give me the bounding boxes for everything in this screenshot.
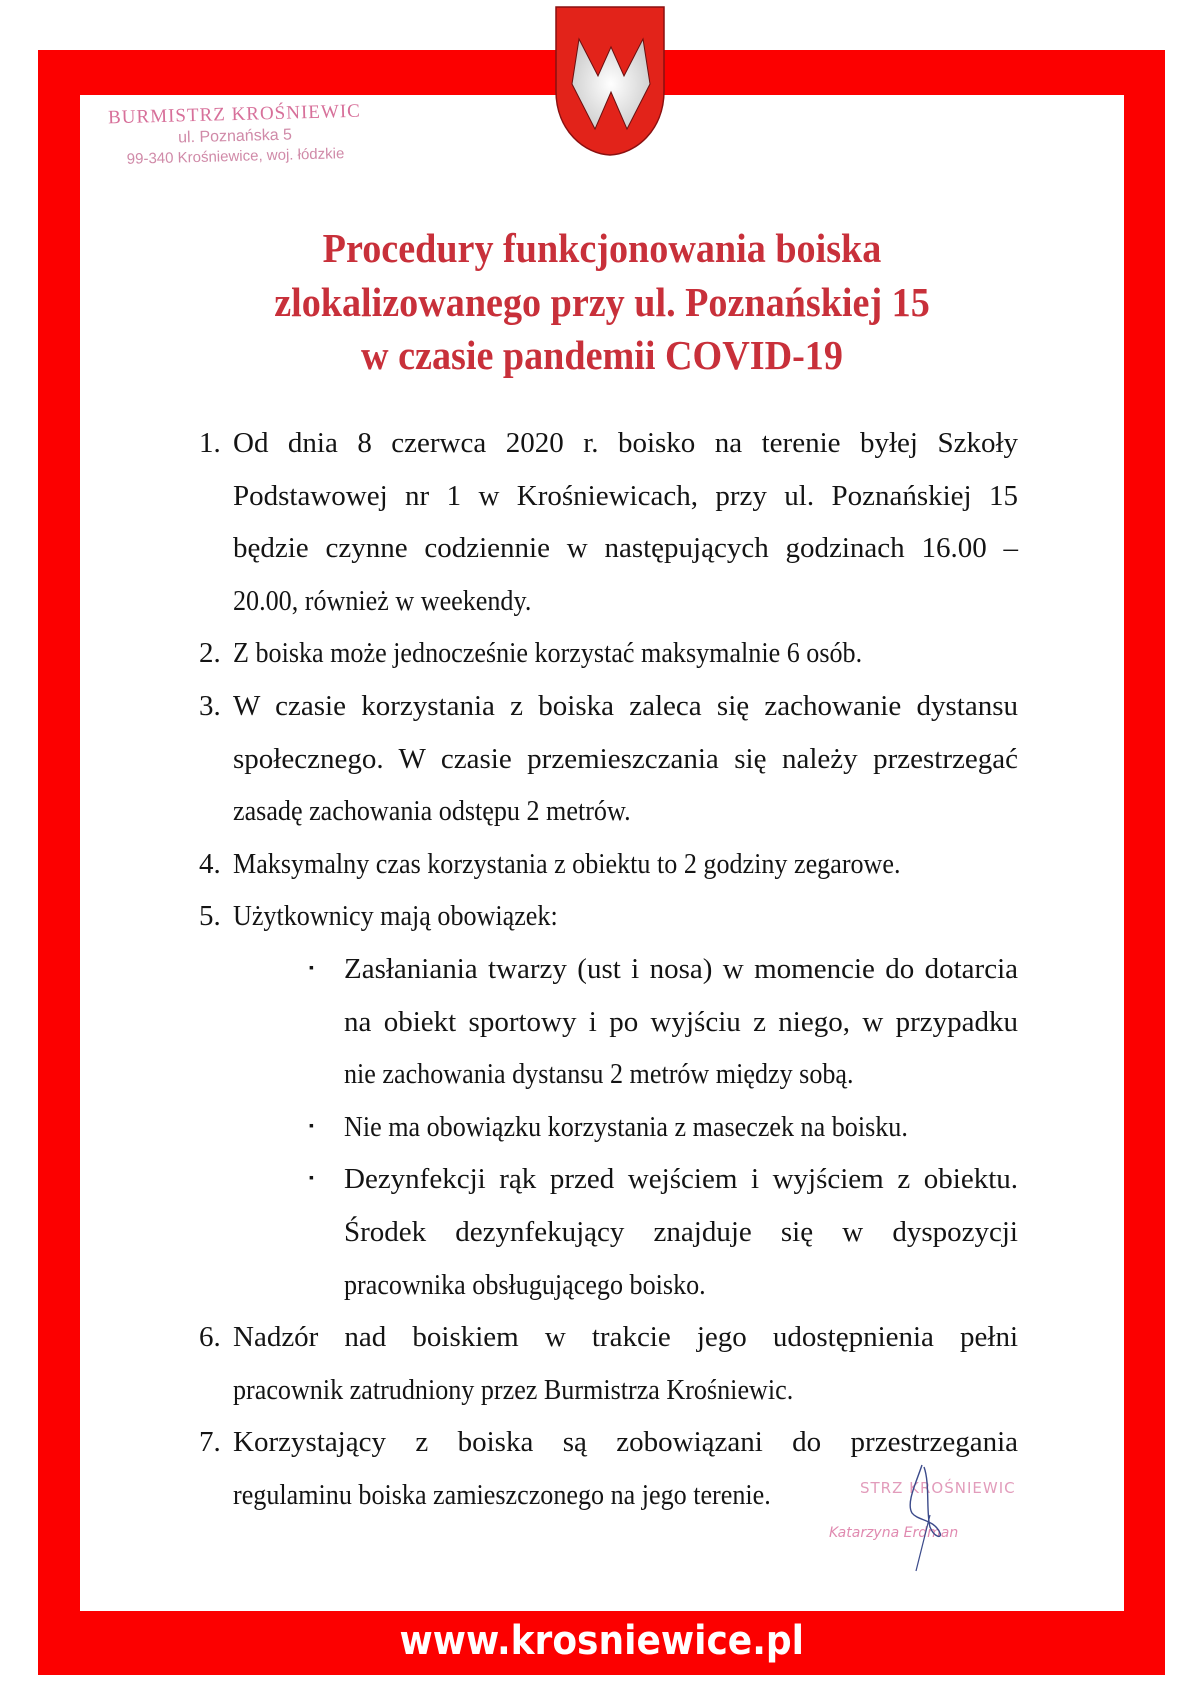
document-title: [80, 222, 1124, 383]
item-text: Od dnia 8 czerwca 2020 r. boisko na terenie byłej Szkoły: [233, 427, 1018, 459]
item-text: Podstawowej nr 1 w Krośniewicach, przy ul. Poznańskiej 15: [233, 479, 1018, 512]
item-number: 1.: [199, 427, 221, 459]
title-line-2: zlokalizowanego przy ul. Poznańskiej 15: [274, 278, 930, 325]
bullet-icon: ▪: [309, 1171, 314, 1187]
bullet-line: [0, 1212, 1202, 1252]
title-line-1: Procedury funkcjonowania boiska: [322, 225, 882, 271]
item-number: 4.: [199, 847, 221, 880]
list-item-line: [0, 1422, 1202, 1462]
item-text: 20.00, również w weekendy.: [233, 584, 532, 617]
item-number: 3.: [199, 690, 221, 722]
list-item-line: [0, 896, 1202, 936]
list-item-line: [0, 476, 1202, 516]
bullet-line: [0, 949, 1202, 989]
item-text: zasadę zachowania odstępu 2 metrów.: [233, 795, 631, 828]
handwritten-signature: [900, 1463, 960, 1573]
list-item-line: [0, 1317, 1202, 1357]
bullet-text: Nie ma obowiązku korzystania z maseczek na boisku.: [344, 1110, 908, 1143]
item-text: społecznego. W czasie przemieszczania się należy przestrzegać: [233, 742, 1018, 775]
footer-banner: [38, 1611, 1165, 1675]
item-number: 5.: [199, 900, 221, 933]
signatory-name: Katarzyna Erdman: [829, 1525, 959, 1541]
list-item-line: [0, 423, 1202, 463]
stamp-line-3: 99-340 Krośniewice, woj. łódzkie: [126, 145, 345, 168]
item-text: pracownik zatrudniony przez Burmistrza Krośniewic.: [233, 1373, 794, 1406]
stamp-line-2: ul. Poznańska 5: [177, 126, 293, 147]
bullet-text: na obiekt sportowy i po wyjściu z niego, w przypadku: [344, 1005, 1018, 1038]
bullet-text: pracownika obsługującego boisko.: [344, 1268, 706, 1301]
list-item-line: [0, 528, 1202, 568]
item-text: Użytkownicy mają obowiązek:: [233, 900, 558, 933]
item-text: Korzystający z boiska są zobowiązani do przestrzegania: [233, 1426, 1018, 1459]
stamp-line-1: BURMISTRZ KROŚNIEWIC: [107, 100, 362, 129]
bullet-line: [0, 1107, 1202, 1147]
item-text: będzie czynne codziennie w następujących godzinach 16.00 –: [233, 532, 1018, 565]
item-text: W czasie korzystania z boiska zaleca się zachowanie dystansu: [233, 690, 1018, 722]
item-text: Z boiska może jednocześnie korzystać maksymalnie 6 osób.: [233, 637, 863, 670]
item-number: 2.: [199, 637, 221, 670]
list-item-line: [0, 791, 1202, 831]
bullet-text: Dezynfekcji rąk przed wejściem i wyjściem z obiektu.: [344, 1163, 1018, 1196]
list-item-line: [0, 844, 1202, 884]
website-link[interactable]: www.krosniewice.pl: [399, 1618, 804, 1664]
list-item-line: [0, 686, 1202, 726]
list-item-line: [0, 739, 1202, 779]
bullet-text: Zasłaniania twarzy (ust i nosa) w momencie do dotarcia: [344, 953, 1018, 985]
bullet-text: nie zachowania dystansu 2 metrów między sobą.: [344, 1058, 854, 1091]
list-item-line: [0, 1475, 1202, 1515]
bullet-line: [0, 1054, 1202, 1094]
mayor-stamp: [99, 99, 371, 170]
list-item-line: [0, 581, 1202, 621]
list-item-line: [0, 633, 1202, 673]
item-number: 7.: [199, 1426, 221, 1459]
bullet-line: [0, 1159, 1202, 1199]
bullet-icon: ▪: [309, 1118, 314, 1134]
bullet-icon: ▪: [309, 961, 314, 976]
item-text: Nadzór nad boiskiem w trakcie jego udostępnienia pełni: [233, 1321, 1018, 1354]
item-number: 6.: [199, 1321, 221, 1354]
title-line-3: w czasie pandemii COVID-19: [361, 332, 843, 378]
signature-stamp: STRZ KROŚNIEWIC: [860, 1479, 1016, 1497]
bullet-line: [0, 1265, 1202, 1305]
item-text: Maksymalny czas korzystania z obiektu to 2 godziny zegarowe.: [233, 847, 901, 880]
item-text: regulaminu boiska zamieszczonego na jego terenie.: [233, 1479, 771, 1511]
bullet-text: Środek dezynfekujący znajduje się w dyspozycji: [344, 1216, 1018, 1248]
bullet-line: [0, 1002, 1202, 1042]
list-item-line: [0, 1370, 1202, 1410]
coat-of-arms-icon: [555, 6, 665, 156]
